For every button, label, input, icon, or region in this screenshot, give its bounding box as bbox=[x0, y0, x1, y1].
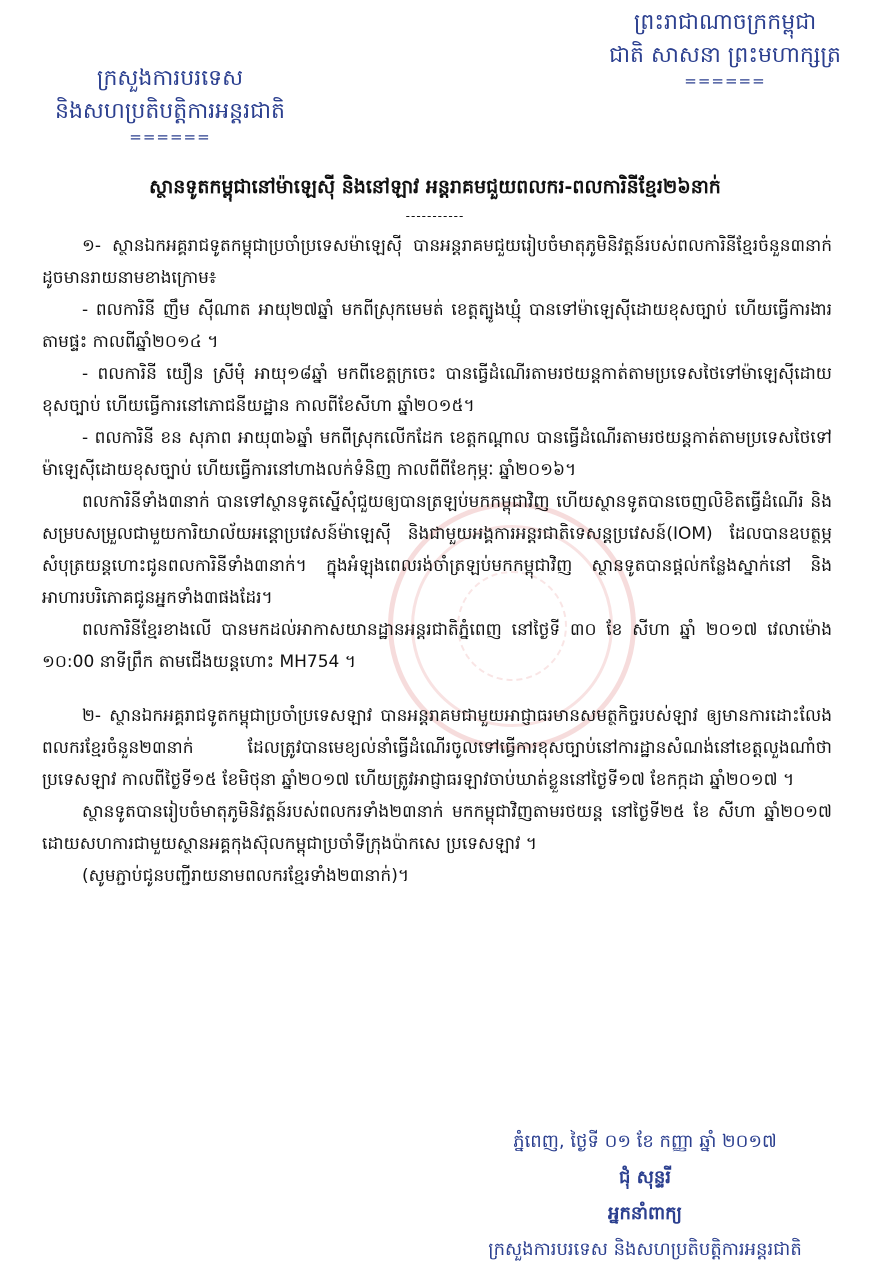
header-right-separator: ====== bbox=[684, 72, 766, 90]
signature-ministry: ក្រសួងការបរទេស និងសហប្រតិបត្តិការអន្តរជាតិ bbox=[488, 1239, 802, 1260]
kingdom-header bbox=[590, 6, 860, 90]
paragraph-arrival: ពលការិនីខ្មែរខាងលើ បានមកដល់អាកាសយានដ្ឋានអន្តរជាតិភ្នំពេញ នៅថ្ងៃទី ៣០ ខែ សីហា ឆ្នាំ ២០១៧ វេលាម៉ោង ១០:00 នាទីព្រឹក តាមជើងយន្តហោះ MH754 ។ bbox=[42, 620, 832, 672]
ministry-header bbox=[40, 62, 300, 146]
spokesperson-name: ជុំ សុន្ទរី bbox=[619, 1167, 671, 1188]
kingdom-name: ព្រះរាជាណាចក្រកម្ពុជា bbox=[633, 10, 817, 35]
ministry-name-line2: និងសហប្រតិបត្តិការអន្តរជាតិ bbox=[55, 99, 285, 124]
paragraph-worker-1: - ពលការិនី ញឹម ស៊ីណាត អាយុ២៧ឆ្នាំ មកពីស្រុកមេមត់ ខេត្តត្បូងឃ្មុំ បានទៅម៉ាឡេស៊ីដោយខុសច្បាប់ ហើយធ្វើការងារតាមផ្ទះ កាលពីឆ្នាំ២០១៤ ។ bbox=[42, 300, 832, 352]
document-body bbox=[42, 230, 832, 892]
title-separator: ----------- bbox=[405, 209, 465, 223]
paragraph-attachment-note: (សូមភ្ជាប់ជូនបញ្ជីរាយនាមពលករខ្មែរទាំង២៣នាក់)។ bbox=[82, 866, 410, 886]
document-title: ស្ថានទូតកម្ពុជានៅម៉ាឡេស៊ី និងនៅឡាវ អន្តរាគមជួយពលករ-ពលការិនីខ្មែរ២៦នាក់ bbox=[149, 176, 721, 198]
header-left-separator: ====== bbox=[129, 128, 211, 146]
paragraph-laos-repatriation: ស្ថានទូតបានរៀបចំមាតុភូមិនិវត្តន៍របស់ពលករទាំង២៣នាក់ មកកម្ពុជាវិញតាមរថយន្ត នៅថ្ងៃទី២៥ ខែ សីហា ឆ្នាំ២០១៧ ដោយសហការជាមួយស្ថានអគ្គកុងស៊ុលកម្ពុជាប្រចាំទីក្រុងប៉ាកសេ ប្រទេសឡាវ ។ bbox=[42, 802, 832, 854]
paragraph-worker-2: - ពលការិនី យឿន ស្រីមុំ អាយុ១៨ឆ្នាំ មកពីខេត្តក្រចេះ បានធ្វើដំណើរតាមរថយន្តកាត់តាមប្រទេសថៃទៅម៉ាឡេស៊ីដោយខុសច្បាប់ ហើយធ្វើការនៅភោជនីយដ្ឋាន កាលពីខែសីហា ឆ្នាំ២០១៥។ bbox=[42, 364, 832, 416]
signature-block bbox=[430, 1124, 860, 1268]
ministry-name: ក្រសួងការបរទេស bbox=[96, 66, 244, 91]
paragraph-malaysia-intro: ១- ស្ថានឯកអគ្គរាជទូតកម្ពុជាប្រចាំប្រទេសម៉ាឡេស៊ី បានអន្តរាគមជួយរៀបចំមាតុភូមិនិវត្តន៍របស់ពលការិនីខ្មែរចំនួន៣នាក់ ដូចមានរាយនាមខាងក្រោម៖ bbox=[42, 236, 832, 288]
place-and-date: ភ្នំពេញ, ថ្ងៃទី ០១ ខែ កញ្ញា ឆ្នាំ ២០១៧ bbox=[513, 1131, 777, 1152]
paragraph-worker-3: - ពលការិនី ខន សុភាព អាយុ៣៦ឆ្នាំ មកពីស្រុកលើកដែក ខេត្តកណ្តាល បានធ្វើដំណើរតាមរថយន្តកាត់តាមប្រទេសថៃទៅម៉ាឡេស៊ីដោយខុសច្បាប់ ហើយធ្វើការនៅហាងលក់ទំនិញ កាលពីពីខែកុម្ភៈ ឆ្នាំ២០១៦។ bbox=[42, 428, 832, 480]
paragraph-laos-intro: ២- ស្ថានឯកអគ្គរាជទូតកម្ពុជាប្រចាំប្រទេសឡាវ បានអន្តរាគមជាមួយអាជ្ញាធរមានសមត្ថកិច្ចរបស់ឡាវ ឲ្យមានការដោះលែងពលករខ្មែរចំនួន២៣នាក់ ដែលត្រូវបានមេខ្យល់នាំធ្វើដំណើរចូលទៅធ្វើការខុសច្បាប់នៅការដ្ឋានសំណង់នៅខេត្តលួងណាំថា ប្រទេសឡាវ កាលពីថ្ងៃទី១៥ ខែមិថុនា ឆ្នាំ២០១៧ ហើយត្រូវអាជ្ញាធរឡាវចាប់ឃាត់ខ្លួននៅថ្ងៃទី១៧ ខែកក្កដា ឆ្នាំ២០១៧ ។ bbox=[42, 706, 832, 790]
paragraph-embassy-assistance: ពលការិនីទាំង៣នាក់ បានទៅស្ថានទូតស្នើសុំជួយឲ្យបានត្រឡប់មកកម្ពុជាវិញ ហើយស្ថានទូតបានចេញលិខិតធ្វើដំណើរ និងសម្របសម្រួលជាមួយការិយាល័យអន្តោប្រវេសន៍ម៉ាឡេស៊ី និងជាមួយអង្គការអន្តរជាតិទេសន្តប្រវេសន៍(IOM) ដែលបានឧបត្ថម្ភសំបុត្រយន្តហោះជូនពលការិនីទាំង៣នាក់។ ក្នុងអំឡុងពេលរង់ចាំត្រឡប់មកកម្ពុជាវិញ ស្ថានទូតបានផ្តល់កន្លែងស្នាក់នៅ និងអាហារបរិភោគជូនអ្នកទាំង៣ផងដែរ។ bbox=[42, 492, 832, 608]
spokesperson-role: អ្នកនាំពាក្យ bbox=[608, 1203, 682, 1224]
national-motto: ជាតិ សាសនា ព្រះមហាក្សត្រ bbox=[609, 43, 841, 68]
